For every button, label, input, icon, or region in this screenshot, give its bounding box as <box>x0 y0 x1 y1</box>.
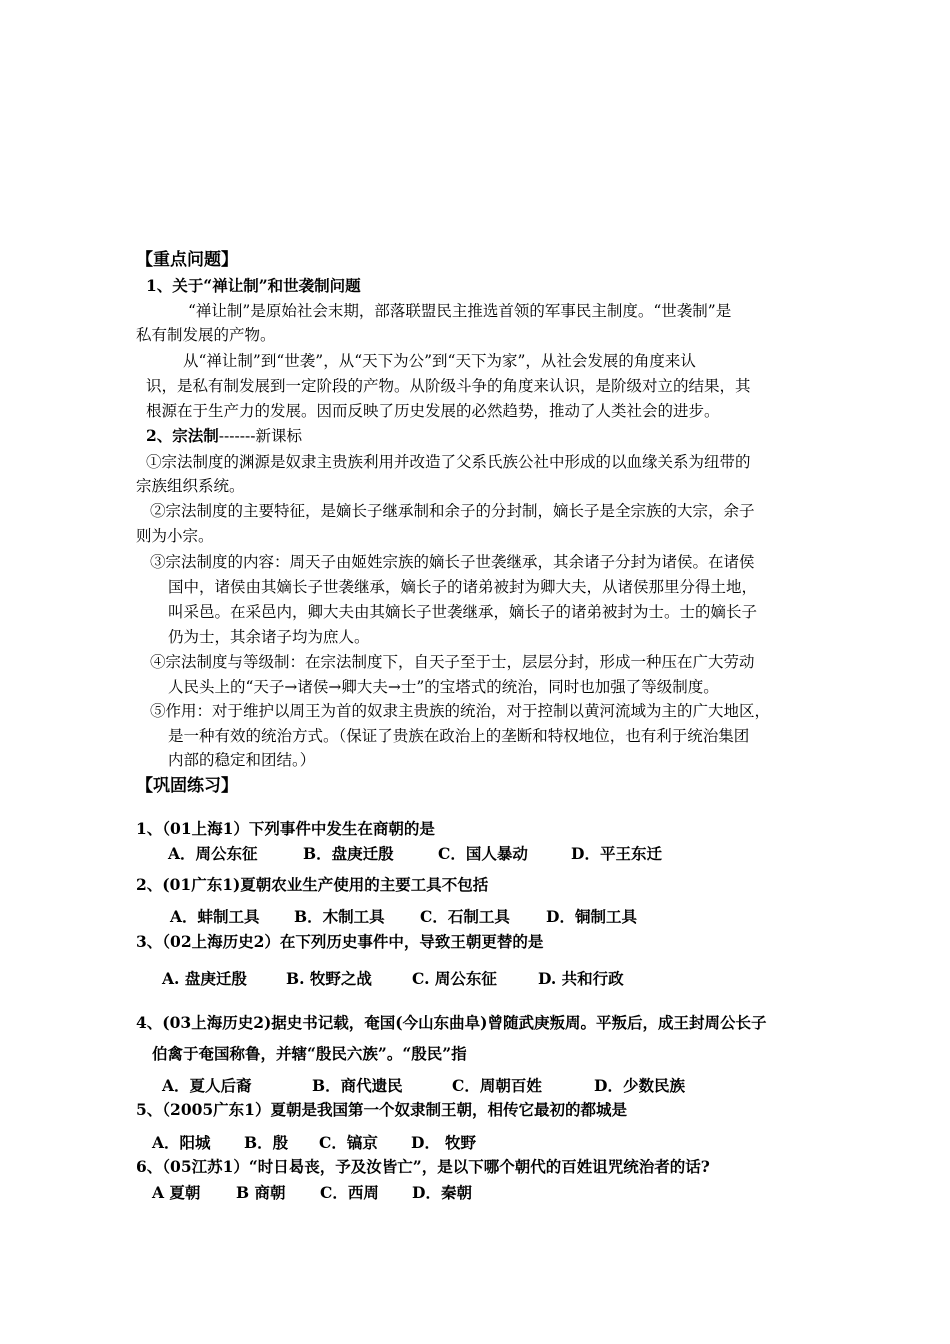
option-c: C．西周 <box>320 1183 379 1202</box>
question-stem: 伯禽于奄国称鲁，并辖“殷民六族”。“殷民”指 <box>152 1044 467 1063</box>
option-c: C．石制工具 <box>420 907 510 926</box>
option-d-text: 牧野 <box>445 1133 477 1152</box>
option-b: B．殷 <box>244 1133 289 1152</box>
question-stem: 1、（01上海1）下列事件中发生在商朝的是 <box>136 819 435 838</box>
list-item-line: ①宗法制度的渊源是奴隶主贵族利用并改造了父系氏族公社中形成的以血缘关系为纽带的 <box>146 453 751 471</box>
list-item-line: 是一种有效的统治方式。（保证了贵族在政治上的垄断和特权地位，也有利于统治集团 <box>168 727 750 745</box>
list-item-line: 内部的稳定和团结。） <box>168 751 316 769</box>
list-item-line: ④宗法制度与等级制：在宗法制度下，自天子至于士，层层分封，形成一种压在广大劳动 <box>150 653 755 671</box>
section-heading-key-issues: 【重点问题】 <box>136 250 238 270</box>
topic-title-bold: 2、宗法制 <box>146 426 219 445</box>
option-d: D. 共和行政 <box>538 969 624 988</box>
option-c: C. 周公东征 <box>412 969 497 988</box>
option-a: A．周公东征 <box>168 844 258 863</box>
list-item-line: 叫采邑。在采邑内，卿大夫由其嫡长子世袭继承，嫡长子的诸弟被封为士。士的嫡长子 <box>168 603 758 621</box>
option-a: A．蚌制工具 <box>170 907 260 926</box>
question-options <box>168 843 662 865</box>
list-item-line: ②宗法制度的主要特征，是嫡长子继承制和余子的分封制，嫡长子是全宗族的大宗，余子 <box>150 502 755 520</box>
option-a: A．阳城 <box>152 1133 211 1152</box>
option-b: B．盘庚迁殷 <box>303 844 394 863</box>
option-c: C．周朝百姓 <box>452 1076 542 1095</box>
question-options <box>170 906 637 928</box>
option-d: D．秦朝 <box>412 1183 472 1202</box>
option-b: B. 牧野之战 <box>286 969 372 988</box>
list-item-line: 人民头上的“天子→诸侯→卿大夫→士”的宝塔式的统治，同时也加强了等级制度。 <box>168 678 719 696</box>
question-options <box>162 968 624 990</box>
topic-title-patriarchal <box>146 425 302 447</box>
paragraph-line: 私有制发展的产物。 <box>136 326 276 344</box>
paragraph-line: 从“禅让制”到“世袭”，从“天下为公”到“天下为家”，从社会发展的角度来认 <box>183 352 696 370</box>
option-d: D．少数民族 <box>594 1076 685 1095</box>
option-a: A. 盘庚迁殷 <box>162 969 247 988</box>
option-b: B．木制工具 <box>294 907 385 926</box>
topic-title-suffix: -------新课标 <box>218 427 302 445</box>
list-item-line: 宗族组织系统。 <box>136 477 245 495</box>
option-c: C．镐京 <box>319 1133 378 1152</box>
question-options <box>152 1132 476 1154</box>
option-c: C．国人暴动 <box>438 844 528 863</box>
option-a: A．夏人后裔 <box>162 1076 252 1095</box>
list-item-line: 国中，诸侯由其嫡长子世袭继承，嫡长子的诸弟被封为卿大夫，从诸侯那里分得土地， <box>168 578 758 596</box>
topic-title-abdication: 1、关于“禅让制”和世袭制问题 <box>146 276 361 295</box>
question-stem: 6、（05江苏1）“时日曷丧，予及汝皆亡”，是以下哪个朝代的百姓诅咒统治者的话? <box>136 1157 710 1176</box>
question-stem: 3、（02上海历史2）在下列历史事件中，导致王朝更替的是 <box>136 932 544 951</box>
list-item-line: ⑤作用：对于维护以周王为首的奴隶主贵族的统治，对于控制以黄河流域为主的广大地区， <box>150 702 771 720</box>
paragraph-line: “禅让制”是原始社会末期，部落联盟民主推选首领的军事民主制度。“世袭制”是 <box>188 302 732 320</box>
question-stem: 5、（2005广东1）夏朝是我国第一个奴隶制王朝，相传它最初的都城是 <box>136 1100 627 1119</box>
paragraph-line: 根源在于生产力的发展。因而反映了历史发展的必然趋势，推动了人类社会的进步。 <box>146 402 720 420</box>
question-stem: 4、(03上海历史2)据史书记载，奄国(今山东曲阜)曾随武庚叛周。平叛后，成王封周公长子 <box>136 1013 767 1032</box>
option-d: D．铜制工具 <box>546 907 637 926</box>
option-d: D．平王东迁 <box>571 844 662 863</box>
list-item-line: 仍为士，其余诸子均为庶人。 <box>168 628 370 646</box>
option-d: D． <box>411 1133 440 1152</box>
question-options <box>162 1075 685 1097</box>
section-heading-practice: 【巩固练习】 <box>136 776 238 796</box>
option-b: B．商代遗民 <box>312 1076 403 1095</box>
list-item-line: 则为小宗。 <box>136 527 214 545</box>
question-stem: 2、(01广东1)夏朝农业生产使用的主要工具不包括 <box>136 875 489 894</box>
question-options <box>152 1182 472 1204</box>
paragraph-line: 识，是私有制发展到一定阶段的产物。从阶级斗争的角度来认识，是阶级对立的结果，其 <box>146 377 751 395</box>
option-a: A 夏朝 <box>152 1183 201 1202</box>
option-b: B 商朝 <box>236 1183 286 1202</box>
list-item-line: ③宗法制度的内容：周天子由姬姓宗族的嫡长子世袭继承，其余诸子分封为诸侯。在诸侯 <box>150 553 755 571</box>
